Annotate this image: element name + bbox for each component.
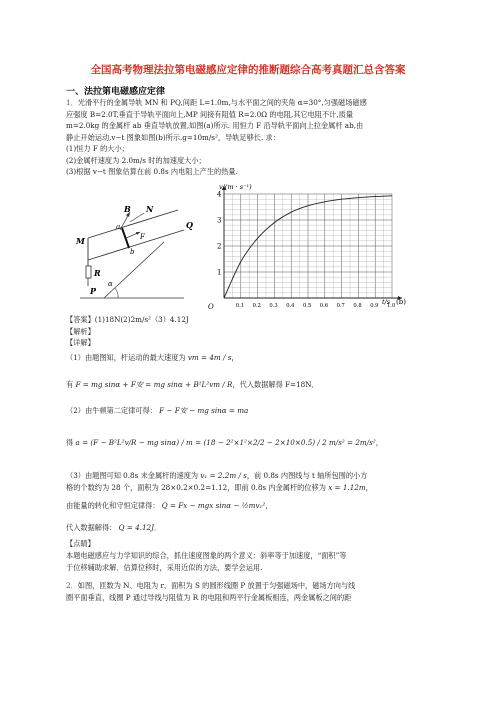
- q1-sub2: (2)金属杆速度为 2.0m/s 时的加速度大小；: [66, 155, 206, 165]
- chart-caption: (b): [396, 298, 406, 306]
- tip-line2: 于位移辅助求解．估算位移时，采用近似的方法，要学会运用.: [66, 562, 263, 572]
- q2-number: 2．: [66, 581, 78, 590]
- chart-y-ticks: [217, 191, 222, 277]
- x-tick-label: 0.9: [370, 303, 379, 309]
- x-tick-label: 0.1: [235, 303, 245, 309]
- solution-1a: （1）由题图知，杆运动的最大速度为 vm = 4m / s，: [66, 353, 239, 362]
- detail-label: 【详解】: [66, 338, 95, 347]
- q1-line3: m=2.0kg 的金属杆 ab 垂直导轨放置,如图(a)所示. 用恒力 F 沿导轨平面向上拉金属杆 ab,由: [66, 121, 364, 130]
- y-tick-label: 1: [217, 268, 222, 277]
- solution-3c: 由能量的转化和守恒定律得： Q = Fx − mgx sinα − ½mv₁²，: [66, 501, 273, 510]
- chart-y-label: v/(m · s⁻¹): [219, 183, 252, 191]
- x-tick-label: 1.0: [387, 303, 396, 309]
- solution-3d: 代入数据解得： Q = 4.12J．: [66, 523, 162, 532]
- x-tick-label: 0.3: [269, 303, 278, 309]
- chart-x-label: t/s: [382, 298, 391, 306]
- figure-a-label-q: Q: [186, 220, 193, 230]
- figure-a-label-alpha: α: [108, 280, 113, 288]
- y-tick-label: 4: [217, 190, 222, 199]
- x-tick-label: 0.8: [353, 303, 362, 309]
- q1-sub1: (1)恒力 F 的大小；: [66, 144, 129, 153]
- figure-a-label-r: R: [94, 268, 101, 278]
- chart-grid: [224, 194, 392, 298]
- figure-a-label-b-end: b: [130, 248, 135, 256]
- q1-number: 1．: [66, 98, 78, 107]
- figure-b-vt-chart: [206, 180, 418, 316]
- q2-line1: 2．如图，匝数为 N、电阻为 r、面积为 S 的圆形线圈 P 放置于匀强磁场中，磁场方向与线: [66, 581, 356, 590]
- figure-a-label-m: M: [76, 236, 85, 246]
- q1-line4: 静止开始运动,v−t 图象如图(b)所示.g=10m/s²，导轨足够长. 求：: [66, 132, 280, 142]
- q1-line1: 1．光滑平行的金属导轨 MN 和 PQ,间距 L=1.0m,与水平面之间的夹角 α=30°,匀强磁场磁感: [66, 98, 367, 107]
- solution-3b: 格的个数约为 28 个，面积为 28×0.2×0.2=1.12，即前 0.8s 内金属杆的位移为 x = 1.12m，: [66, 483, 373, 492]
- section-heading: 一、法拉第电磁感应定律: [66, 87, 166, 97]
- analysis-label: 【解析】: [66, 326, 95, 336]
- figure-a-label-f: F: [140, 233, 145, 241]
- q1-line2: 应强度 B=2.0T,垂直于导轨平面向上,MP 间接有阻值 R=2.0Ω 的电阻,其它电阻不计,质量: [66, 109, 354, 119]
- solution-1b: 有 F = mg sinα + F安 = mg sinα + B²L²vm / R，代入数据解得 F=18N．: [66, 380, 319, 389]
- q2-line2: 圈平面垂直，线圈 P 通过导线与阻值为 R 的电阻和两平行金属板相连，两金属板之间的距: [66, 592, 352, 602]
- x-tick-label: 0.5: [303, 303, 312, 309]
- chart-x-ticks: [236, 303, 395, 309]
- answer-line: 【答案】(1)18N(2)2m/s²（3）4.12J: [66, 315, 189, 324]
- figure-a-label-n: N: [146, 204, 154, 214]
- x-tick-label: 0.2: [252, 303, 261, 309]
- page-title: 全国高考物理法拉第电磁感应定律的推断题综合高考真题汇总含答案: [90, 64, 406, 76]
- tip-line1: 本题电磁感应与力学知识的综合，抓住速度图象的两个意义：斜率等于加速度，“面积”等: [66, 551, 347, 560]
- x-tick-label: 0.7: [336, 303, 345, 309]
- x-tick-label: 0.4: [286, 303, 295, 309]
- q1-sub3: (3)根据 v−t 图象估算在前 0.8s 内电阻上产生的热量.: [66, 167, 238, 176]
- solution-3a: （3）由题图可知 0.8s 末金属杆的速度为 v₁ = 2.2m / s，前 0.8s 内图线与 t 轴所包围的小方: [66, 471, 368, 480]
- x-tick-label: 0.6: [319, 303, 329, 309]
- solution-2b: 得 a = (F − B²L²v/R − mg sinα) / m = (18 − 2²×1²×2/2 − 2×10×0.5) / 2 m/s² = 2m/s²，: [66, 438, 383, 447]
- figure-a-rails-diagram: [74, 182, 200, 312]
- figure-a-label-a: a: [116, 223, 121, 231]
- y-tick-label: 2: [217, 242, 222, 251]
- y-tick-label: 3: [217, 216, 222, 225]
- figure-a-label-p: P: [90, 286, 97, 296]
- solution-2a: （2）由牛顿第二定律可得： F − F安 − mg sinα = ma: [66, 406, 249, 415]
- tip-label: 【点睛】: [66, 539, 95, 548]
- figure-a-label-b-field: B: [124, 204, 131, 214]
- chart-origin-label: O: [208, 303, 214, 311]
